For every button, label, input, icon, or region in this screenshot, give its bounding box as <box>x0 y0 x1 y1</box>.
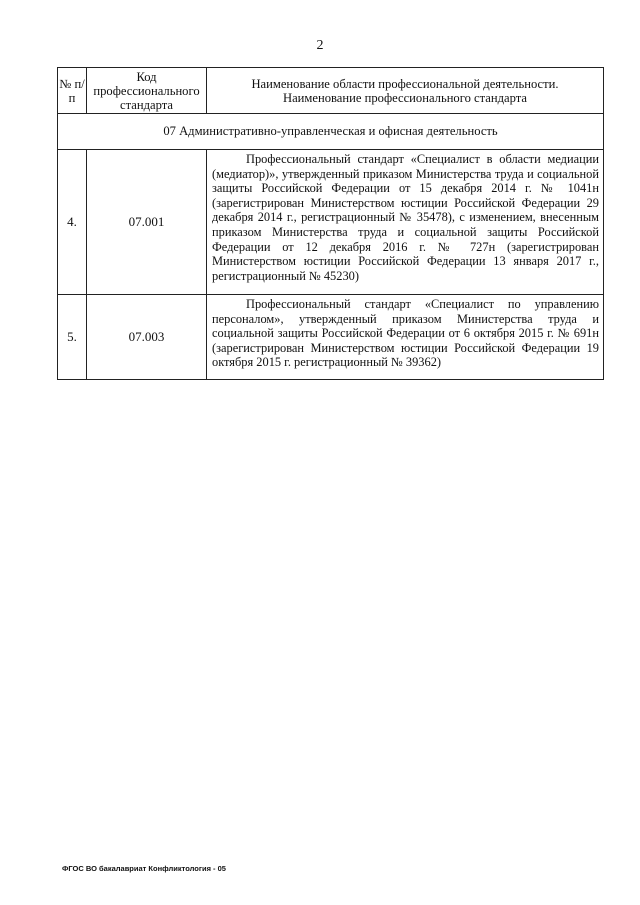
row-code: 07.003 <box>87 295 207 380</box>
row-number: 5. <box>58 295 87 380</box>
header-number: № п/п <box>58 68 87 114</box>
header-code: Код профессионального стандарта <box>87 68 207 114</box>
header-name-line1: Наименование области профессиональной деятельности. <box>251 76 559 91</box>
row-description: Профессиональный стандарт «Специалист в области медиации (медиатор)», утвержденный приказом Министерства труда и социальной защиты Российской Федерации от 15 декабря 2014 г. № 1041н (зарегистрирован Министерством юстиции Российской Федерации 29 декабря 2014 г., регистрационный № 35478), с изменением, внесенным приказом Министерства труда и социальной защиты Российской Федерации от 12 декабря 2016 г. № 727н (зарегистрирован Министерством юстиции Российской Федерации 13 января 2017 г., регистрационный № 45230) <box>212 152 599 283</box>
header-name-line2: Наименование профессионального стандарта <box>283 90 527 105</box>
row-description-cell <box>207 295 604 380</box>
section-title: 07 Административно-управленческая и офисная деятельность <box>58 114 604 150</box>
row-number: 4. <box>58 150 87 295</box>
document-footer: ФГОС ВО бакалавриат Конфликтология - 05 <box>62 864 226 873</box>
section-row <box>58 114 604 150</box>
header-name <box>207 68 604 114</box>
standards-table <box>57 67 604 380</box>
table-row <box>58 295 604 380</box>
page-number: 2 <box>316 38 324 53</box>
table-header-row <box>58 68 604 114</box>
row-description-cell <box>207 150 604 295</box>
row-code: 07.001 <box>87 150 207 295</box>
table-row <box>58 150 604 295</box>
row-description: Профессиональный стандарт «Специалист по управлению персоналом», утвержденный приказом Министерства труда и социальной защиты Российской Федерации от 6 октября 2015 г. № 691н (зарегистрирован Министерством юстиции Российской Федерации 19 октября 2015 г. регистрационный № 39362) <box>212 297 599 370</box>
